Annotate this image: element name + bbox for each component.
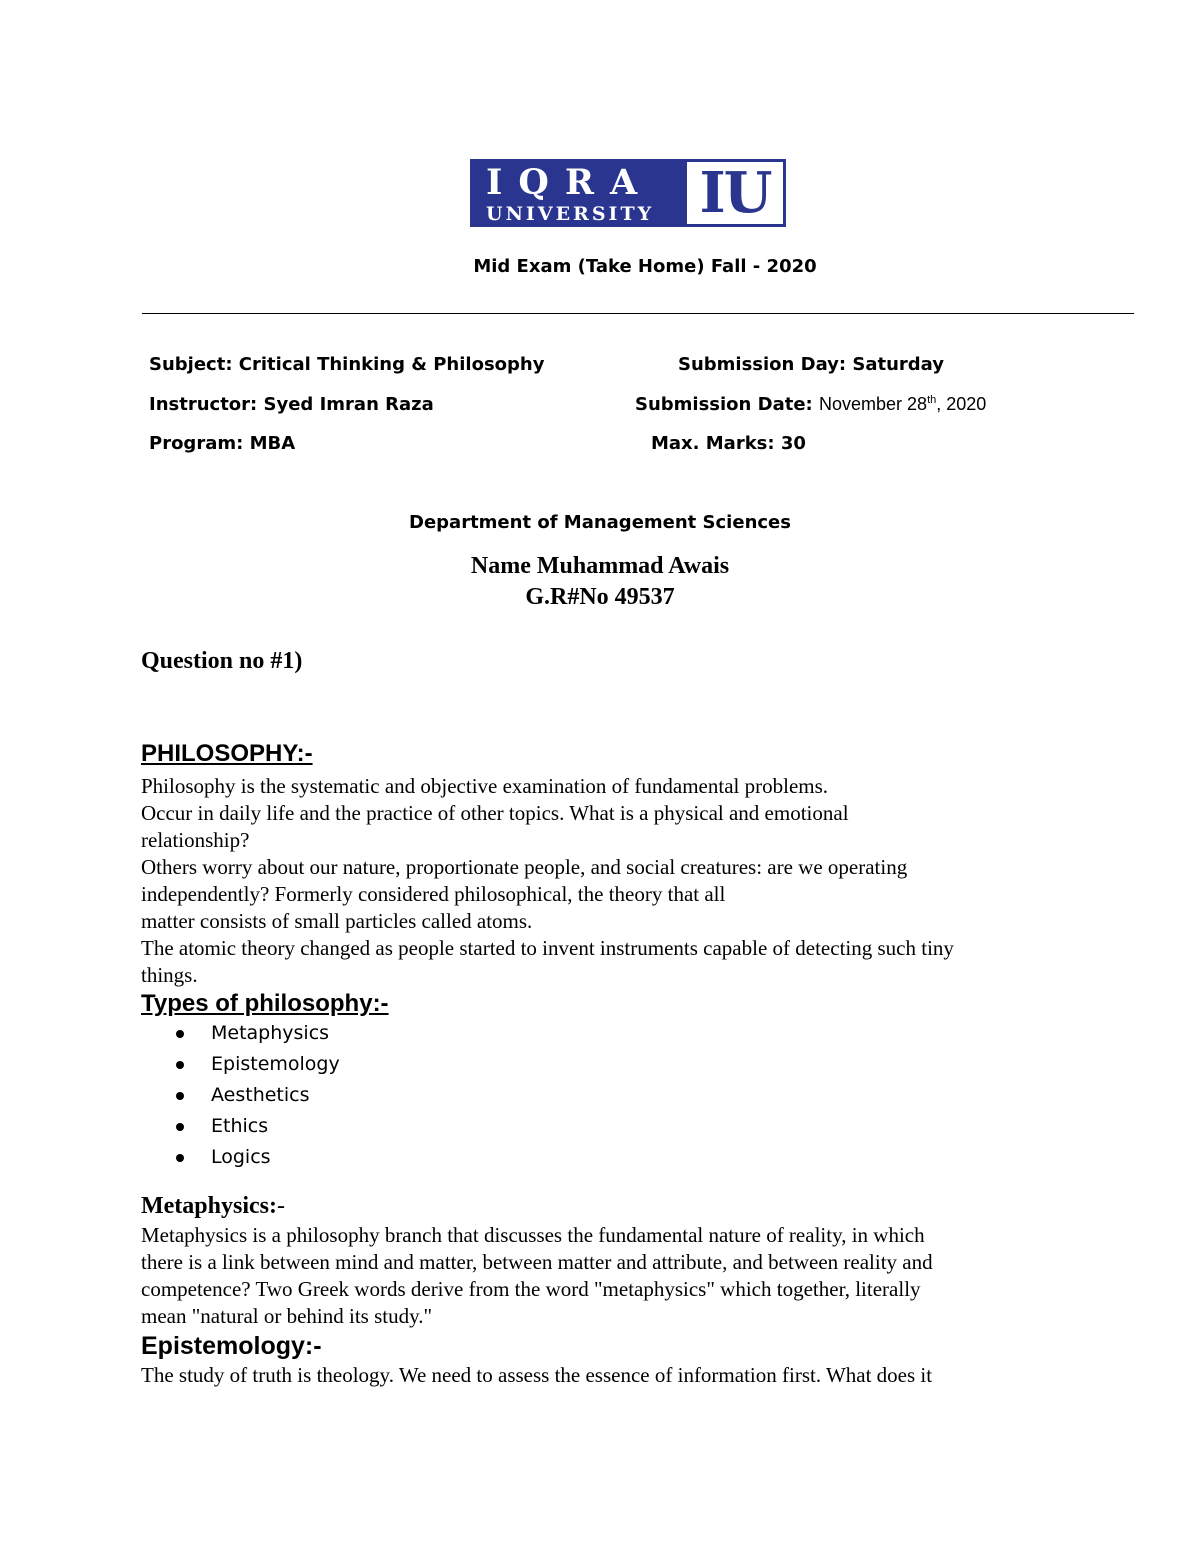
submission-day-label: Submission Day:	[678, 354, 847, 375]
philosophy-heading: PHILOSOPHY:-	[141, 740, 313, 767]
philosophy-line: Occur in daily life and the practice of other topics. What is a physical and emotional	[141, 801, 849, 825]
logo-left-panel	[470, 159, 684, 227]
submission-date-label: Submission Date:	[635, 394, 813, 415]
program-label: Program:	[149, 433, 244, 454]
header-divider	[142, 313, 1134, 314]
philosophy-line: relationship?	[141, 828, 250, 852]
list-item	[141, 1049, 340, 1080]
metaphysics-body	[141, 1222, 1071, 1330]
logo-mark-iu: IU	[699, 160, 771, 226]
student-gr-text: G.R#No 49537	[525, 584, 675, 610]
program-value: MBA	[249, 433, 296, 454]
metaphysics-heading-suffix: -	[276, 1193, 285, 1219]
epistemology-heading: Epistemology:-	[141, 1332, 322, 1360]
list-item-text: Metaphysics	[211, 1022, 330, 1044]
philosophy-line: Philosophy is the systematic and objective examination of fundamental problems.	[141, 774, 829, 798]
instructor-label: Instructor:	[149, 394, 258, 415]
philosophy-line: independently? Formerly considered philosophical, the theory that all	[141, 882, 726, 906]
question-text: Question no #1)	[141, 648, 303, 674]
max-marks-value: 30	[780, 433, 806, 454]
student-gr	[0, 584, 1200, 611]
philosophy-line: matter consists of small particles called atoms.	[141, 909, 533, 933]
bullet-icon	[176, 1123, 184, 1131]
types-heading: Types of philosophy:-	[141, 990, 389, 1017]
metaphysics-line: mean "natural or behind its study."	[141, 1304, 433, 1328]
exam-title-text: Mid Exam (Take Home) Fall - 2020	[473, 256, 817, 277]
bullet-icon	[176, 1061, 184, 1069]
metaphysics-heading-text: Metaphysics:	[141, 1193, 277, 1219]
max-marks-label: Max. Marks:	[651, 433, 775, 454]
list-item	[141, 1080, 340, 1111]
bullet-icon	[176, 1154, 184, 1162]
list-item-text: Ethics	[211, 1115, 269, 1137]
student-name	[0, 553, 1200, 580]
list-item-text: Aesthetics	[211, 1084, 310, 1106]
epistemology-line: The study of truth is theology. We need to assess the essence of information first. What does it	[141, 1363, 933, 1387]
max-marks-row	[651, 433, 806, 454]
student-name-text: Name Muhammad Awais	[470, 553, 730, 579]
instructor-row	[149, 394, 434, 415]
university-logo	[470, 159, 786, 227]
submission-date-year: , 2020	[936, 394, 987, 414]
metaphysics-line: there is a link between mind and matter, between matter and attribute, and between reality and	[141, 1250, 933, 1274]
department	[0, 512, 1200, 533]
department-text: Department of Management Sciences	[409, 512, 791, 533]
metaphysics-line: Metaphysics is a philosophy branch that discusses the fundamental nature of reality, in which	[141, 1223, 925, 1247]
philosophy-body	[141, 773, 1071, 989]
bullet-icon	[176, 1030, 184, 1038]
epistemology-body	[141, 1362, 1071, 1389]
exam-title	[0, 256, 1200, 277]
bullet-icon	[176, 1092, 184, 1100]
philosophy-line: things.	[141, 963, 198, 987]
submission-date-sup: th	[927, 394, 937, 406]
metaphysics-heading	[141, 1193, 285, 1220]
metaphysics-line: competence? Two Greek words derive from the word "metaphysics" which together, literally	[141, 1277, 921, 1301]
logo-word-iqra: IQRA	[486, 162, 654, 203]
list-item	[141, 1018, 340, 1049]
subject-row	[149, 354, 544, 375]
list-item	[141, 1111, 340, 1142]
submission-date-value: November 28	[819, 394, 928, 414]
submission-day-row	[678, 354, 944, 375]
submission-day-value: Saturday	[852, 354, 945, 375]
types-list	[141, 1018, 340, 1173]
logo-word-university: UNIVERSITY	[486, 203, 655, 225]
logo-right-panel	[684, 159, 786, 227]
list-item	[141, 1142, 340, 1173]
philosophy-line: Others worry about our nature, proportionate people, and social creatures: are we operating	[141, 855, 908, 879]
subject-value: Critical Thinking & Philosophy	[238, 354, 545, 375]
subject-label: Subject:	[149, 354, 233, 375]
instructor-value: Syed Imran Raza	[263, 394, 434, 415]
list-item-text: Epistemology	[211, 1053, 340, 1075]
philosophy-line: The atomic theory changed as people started to invent instruments capable of detecting such tiny	[141, 936, 954, 960]
question-heading	[141, 648, 302, 675]
program-row	[149, 433, 295, 454]
list-item-text: Logics	[211, 1146, 271, 1168]
submission-date-row	[635, 394, 986, 415]
